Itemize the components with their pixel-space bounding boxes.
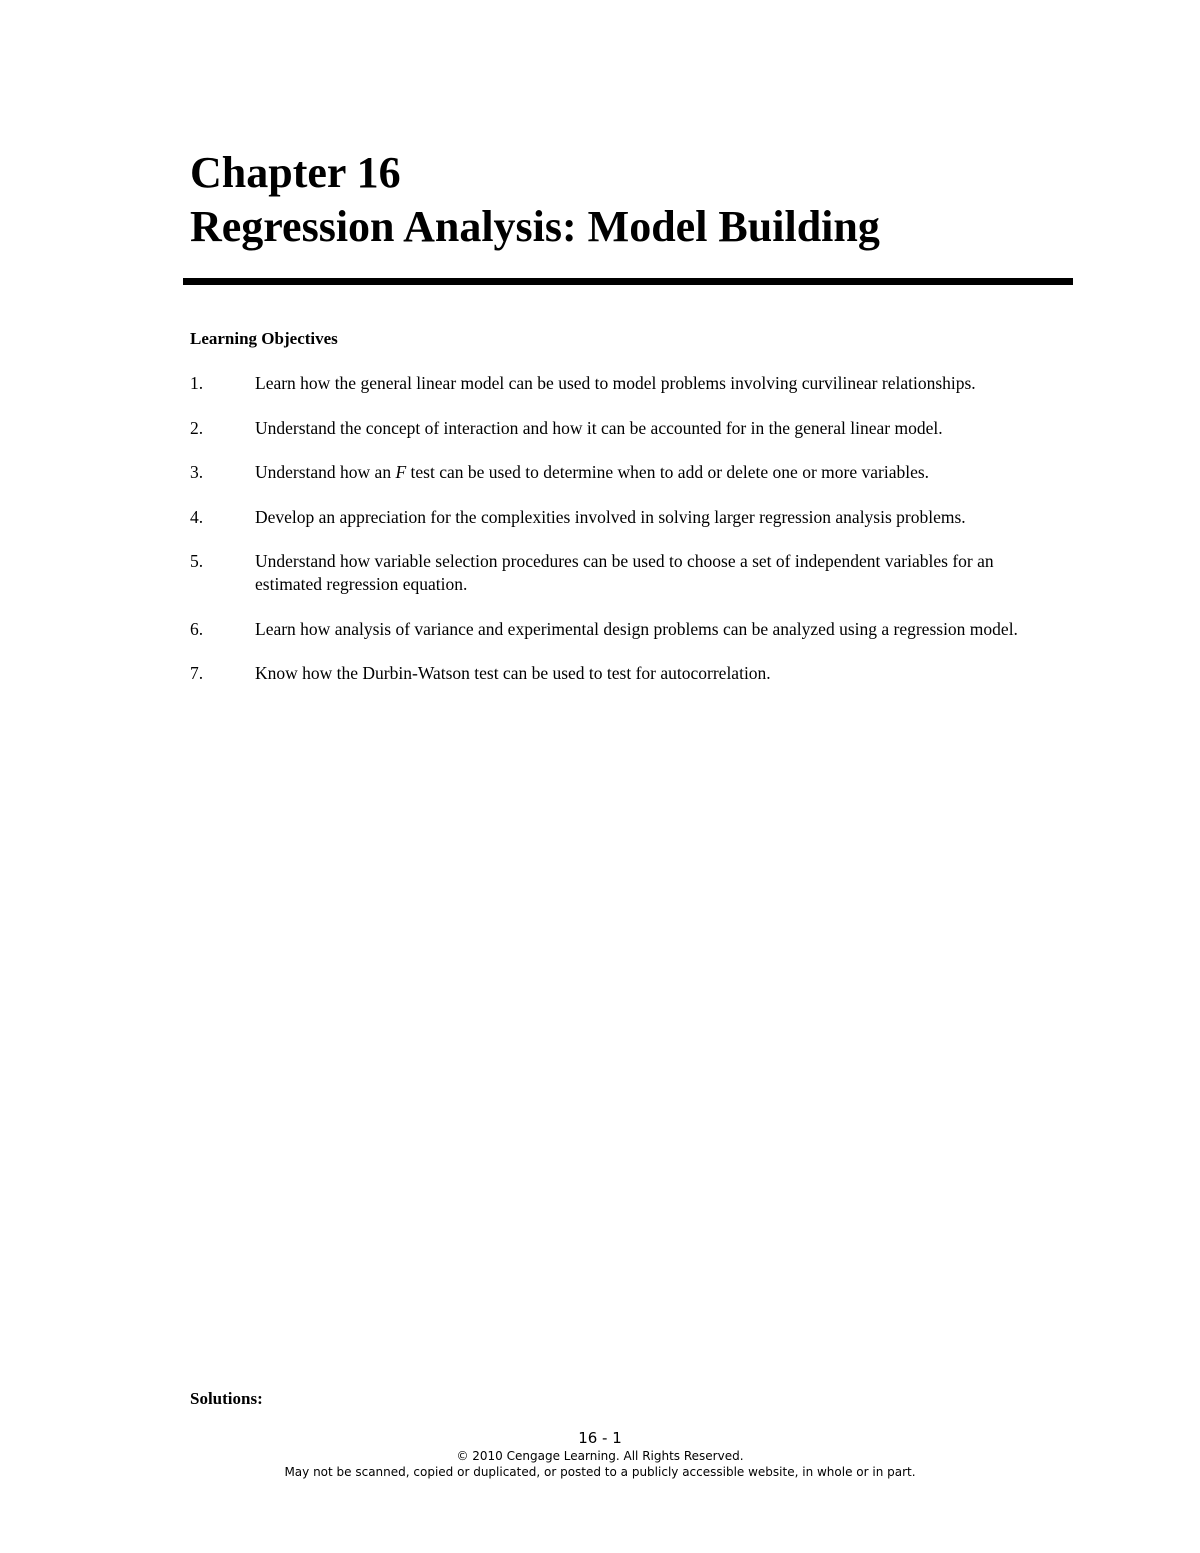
objective-text: Learn how the general linear model can be used to model problems involving curvilinear relationships. [255,373,976,393]
objective-item [190,662,1070,685]
solutions-heading: Solutions: [190,1389,263,1408]
objective-text [255,461,1055,484]
objective-item [190,550,1070,596]
objective-number: 6. [190,618,204,639]
page-number: 16 - 1 [578,1429,622,1447]
objective-item [190,417,1070,440]
objective-item [190,506,1070,529]
objective-item [190,372,1070,395]
objective-number: 4. [190,506,204,527]
objective-number: 1. [190,373,204,393]
objective-item [190,461,1070,484]
f-statistic-symbol: F [395,462,407,482]
learning-objectives-heading: Learning Objectives [190,329,338,348]
objective-text: Understand how variable selection procedures can be used to choose a set of independent variables for an estimated regression equation. [255,551,994,594]
objective-text: Know how the Durbin-Watson test can be used to test for autocorrelation. [255,663,771,683]
learning-objectives-list [190,372,1070,707]
objective-text: Learn how analysis of variance and experimental design problems can be analyzed using a regression model. [255,618,1018,639]
objective-text: Develop an appreciation for the complexities involved in solving larger regression analysis problems. [255,506,966,527]
objective-text-part: test can be used to determine when to add or delete one or more variables. [406,462,930,482]
chapter-title: Regression Analysis: Model Building [190,202,880,251]
distribution-notice: May not be scanned, copied or duplicated, or posted to a publicly accessible website, in whole or in part. [284,1465,916,1479]
objective-text: Understand the concept of interaction and how it can be accounted for in the general linear model. [255,417,943,438]
objective-number: 5. [190,551,204,571]
objective-number: 7. [190,663,204,683]
objective-item [190,618,1070,641]
page-footer [0,1428,1200,1480]
chapter-number: Chapter 16 [190,148,401,197]
objective-number: 2. [190,417,204,438]
copyright-notice: © 2010 Cengage Learning. All Rights Reserved. [456,1449,744,1463]
objective-text-part: Understand how an [255,462,396,482]
chapter-title-block [190,146,1070,254]
title-divider [183,278,1073,285]
objective-number: 3. [190,462,204,482]
